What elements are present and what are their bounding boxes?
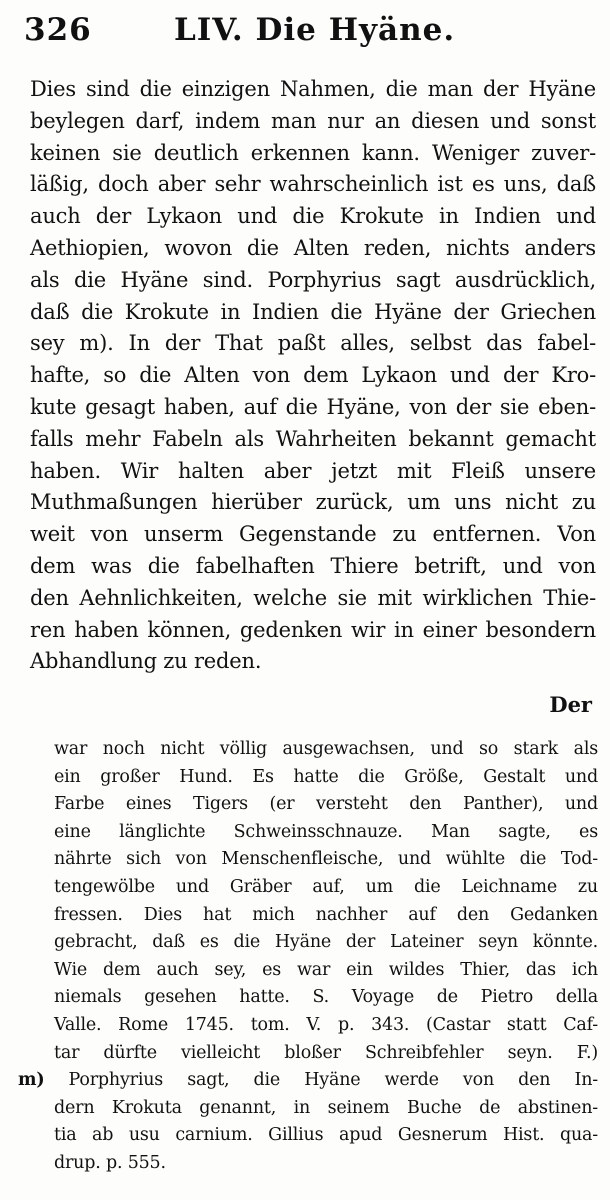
text-line: als die Hyäne sind. Porphyrius sagt ausdrücklich,: [30, 267, 596, 292]
footnote-m-first-line: [18, 1067, 598, 1095]
text-line: haben. Wir halten aber jetzt mit Fleiß unsere: [30, 458, 596, 483]
text-line: läßig, doch aber sehr wahrscheinlich ist es uns, daß: [30, 172, 596, 197]
chapter-title: LIV. Die Hyäne.: [174, 12, 456, 48]
main-text-block: [30, 74, 596, 678]
running-header: [24, 8, 586, 56]
text-line: Aethiopien, wovon die Alten reden, nichts anders: [30, 235, 596, 260]
footnote-line: fressen. Dies hat mich nachher auf den Gedanken: [54, 904, 598, 925]
catchword: Der: [549, 692, 592, 717]
footnote-line: Wie dem auch sey, es war ein wildes Thier, das ich: [54, 959, 598, 980]
text-line: Dies sind die einzigen Nahmen, die man der Hyäne: [30, 77, 596, 101]
footnotes-block: [18, 736, 598, 1178]
footnote-line: tengewölbe und Gräber auf, um die Leichname zu: [54, 876, 598, 897]
text-line: Muthmaßungen hierüber zurück, um uns nicht zu: [30, 490, 596, 515]
text-line: den Aehnlichkeiten, welche sie mit wirklichen Thie-: [30, 585, 596, 610]
footnote-line: eine länglichte Schweinsschnauze. Man sagte, es: [54, 821, 598, 842]
text-line: hafte, so die Alten von dem Lykaon und der Kro-: [30, 363, 596, 388]
footnote-line: dern Krokuta genannt, in seinem Buche de abstinen-: [54, 1097, 598, 1118]
footnote-line: Porphyrius sagt, die Hyäne werde von den In-: [68, 1070, 598, 1091]
page-number: 326: [24, 12, 92, 48]
footnote-line: gebracht, daß es die Hyäne der Lateiner seyn könnte.: [54, 932, 598, 953]
text-line: sey m). In der That paßt alles, selbst das fabel-: [30, 331, 596, 356]
footnote-line: Farbe eines Tigers (er versteht den Panther), und: [54, 794, 598, 815]
footnote-line: Valle. Rome 1745. tom. V. p. 343. (Castar statt Caf-: [54, 1014, 598, 1035]
text-line: ren haben können, gedenken wir in einer besondern: [30, 617, 596, 642]
footnote-line: tia ab usu carnium. Gillius apud Gesnerum Hist. qua-: [54, 1125, 598, 1146]
text-line: beylegen darf, indem man nur an diesen und sonst: [30, 108, 596, 133]
footnote-line: tar dürfte vielleicht bloßer Schreibfehler seyn. F.): [54, 1042, 598, 1063]
text-line: Abhandlung zu reden.: [30, 649, 262, 674]
footnote-line: niemals gesehen hatte. S. Voyage de Pietro della: [54, 987, 598, 1008]
text-line: falls mehr Fabeln als Wahrheiten bekannt gemacht: [30, 426, 596, 451]
footnote-line: ein großer Hund. Es hatte die Größe, Gestalt und: [54, 766, 598, 787]
footnote-line: war noch nicht völlig ausgewachsen, und so stark als: [54, 739, 598, 759]
text-line: dem was die fabelhaften Thiere betrift, und von: [30, 553, 596, 578]
text-line: weit von unserm Gegenstande zu entfernen. Von: [30, 522, 596, 547]
text-line: keinen sie deutlich erkennen kann. Weniger zuver-: [30, 140, 596, 165]
text-line: auch der Lykaon und die Krokute in Indien und: [30, 204, 596, 229]
text-line: daß die Krokute in Indien die Hyäne der Griechen: [30, 299, 596, 324]
footnote-marker: m): [18, 1070, 45, 1091]
footnote-line: drup. p. 555.: [54, 1152, 166, 1173]
text-line: kute gesagt haben, auf die Hyäne, von der sie eben-: [30, 394, 596, 419]
footnote-line: nährte sich von Menschenfleische, und wühlte die Tod-: [54, 849, 598, 870]
